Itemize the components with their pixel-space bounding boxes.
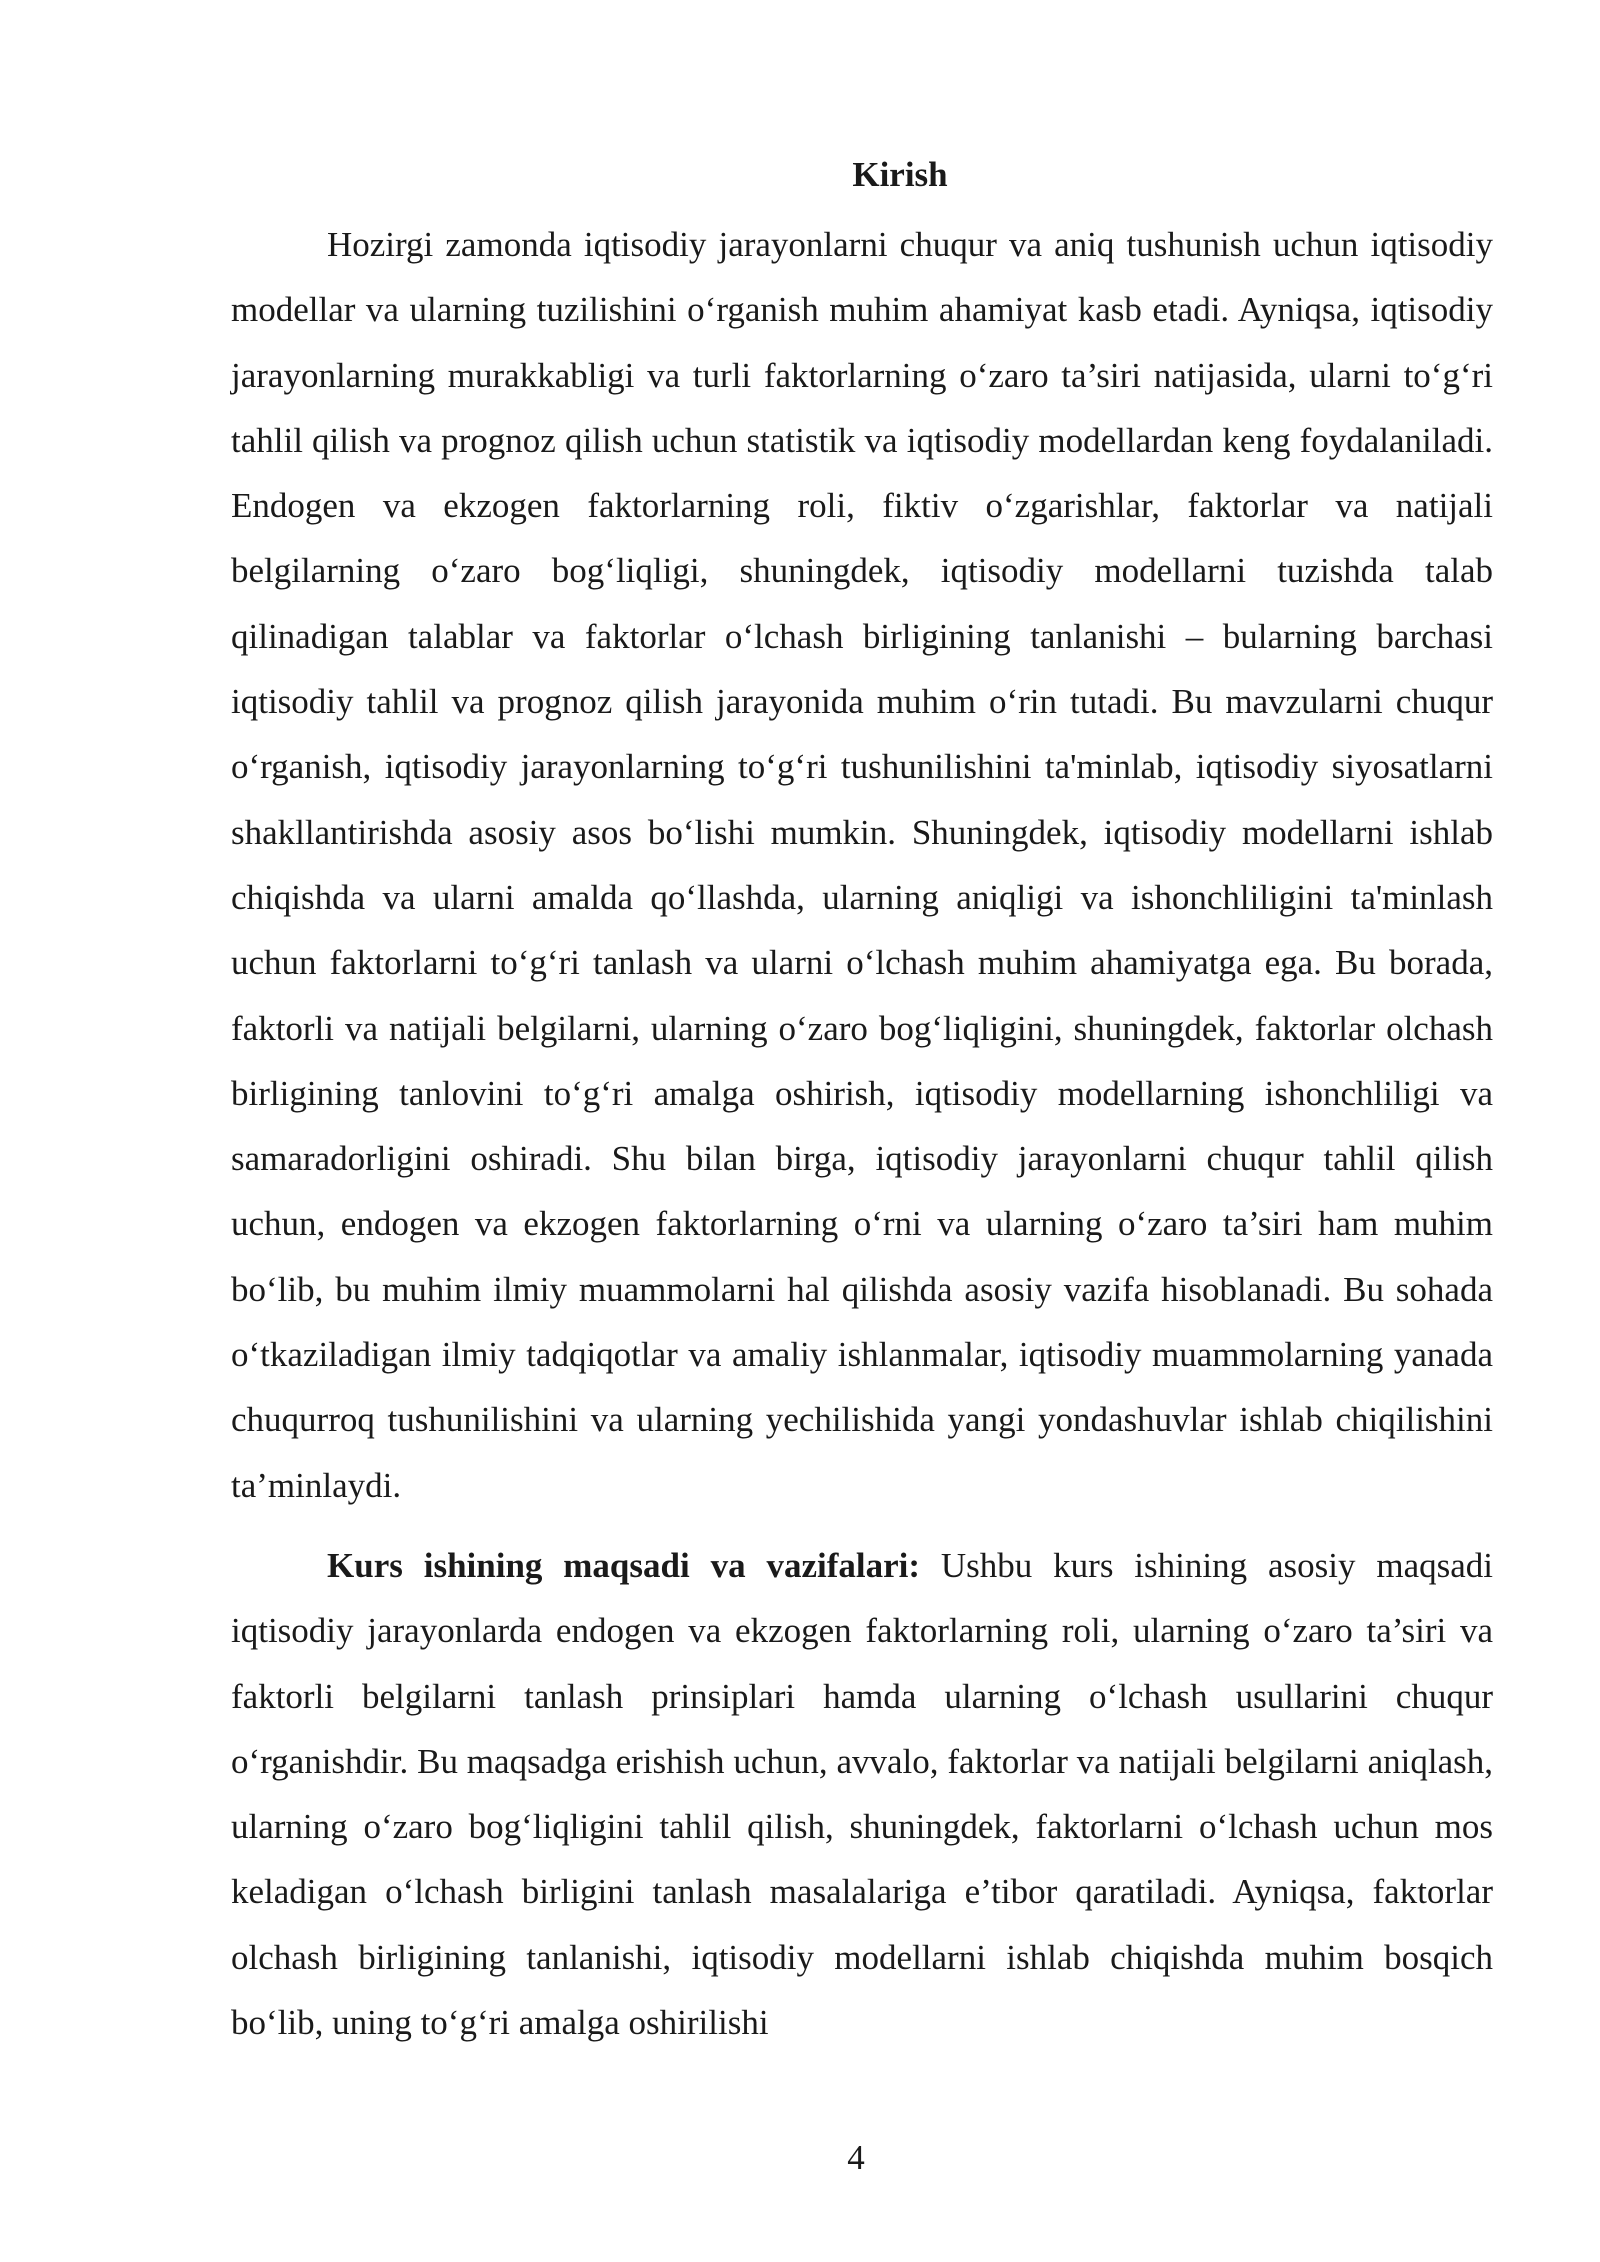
section-heading: Kirish [852, 155, 948, 194]
intro-paragraph [231, 212, 1493, 1518]
paragraph-text: Hozirgi zamonda iqtisodiy jarayonlarni chuqur va aniq tushunish uchun iqtisodiy modellar va ularning tuzilishini o‘rganish muhim ahamiyat kasb etadi. Ayniqsa, iqtisodiy jarayonlarning murakkabligi va turli faktorlarning o‘zaro ta’siri natijasida, ularni to‘g‘ri tahlil qilish va prognoz qilish uchun statistik va iqtisodiy modellardan keng foydalaniladi. Endogen va ekzogen faktorlarning roli, fiktiv o‘zgarishlar, faktorlar va natijali belgilarning o‘zaro bog‘liqligi, shuningdek, iqtisodiy modellarni tuzishda talab qilinadigan talablar va faktorlar o‘lchash birligining tanlanishi – bularning barchasi iqtisodiy tahlil va prognoz qilish jarayonida muhim o‘rin tutadi. Bu mavzularni chuqur o‘rganish, iqtisodiy jarayonlarning to‘g‘ri tushunilishini ta'minlab, iqtisodiy siyosatlarni shakllantirishda asosiy asos bo‘lishi mumkin. Shuningdek, iqtisodiy modellarni ishlab chiqishda va ularni amalda qo‘llashda, ularning aniqligi va ishonchliligini ta'minlash uchun faktorlarni to‘g‘ri tanlash va ularni o‘lchash muhim ahamiyatga ega. Bu borada, faktorli va natijali belgilarni, ularning o‘zaro bog‘liqligini, shuningdek, faktorlar olchash birligining tanlovini to‘g‘ri amalga oshirish, iqtisodiy modellarning ishonchliligi va samaradorligini oshiradi. Shu bilan birga, iqtisodiy jarayonlarni chuqur tahlil qilish uchun, endogen va ekzogen faktorlarning o‘rni va ularning o‘zaro ta’siri ham muhim bo‘lib, bu muhim ilmiy muammolarni hal qilishda asosiy vazifa hisoblanadi. Bu sohada o‘tkaziladigan ilmiy tadqiqotlar va amaliy ishlanmalar, iqtisodiy muammolarning yanada chuqurroq tushunilishini va ularning yechilishida yangi yondashuvlar ishlab chiqilishini ta’minlaydi. [231, 225, 1493, 1505]
paragraph-text: Ushbu kurs ishining asosiy maqsadi iqtisodiy jarayonlarda endogen va ekzogen faktorlarning roli, ularning o‘zaro ta’siri va faktorli belgilarni tanlash prinsiplari hamda ularning o‘lchash usullarini chuqur o‘rganishdir. Bu maqsadga erishish uchun, avvalo, faktorlar va natijali belgilarni aniqlash, ularning o‘zaro bog‘liqligini tahlil qilish, shuningdek, faktorlarni o‘lchash uchun mos keladigan o‘lchash birligini tanlash masalalariga e’tibor qaratiladi. Ayniqsa, faktorlar olchash birligining tanlanishi, iqtisodiy modellarni ishlab chiqishda muhim bosqich bo‘lib, uning to‘g‘ri amalga oshirilishi [231, 1545, 1493, 2043]
page-number: 4 [847, 2138, 865, 2177]
goals-paragraph [231, 1533, 1493, 2055]
document-page [231, 148, 1493, 2055]
paragraph-lead: Kurs ishining maqsadi va vazifalari: [327, 1545, 921, 1585]
